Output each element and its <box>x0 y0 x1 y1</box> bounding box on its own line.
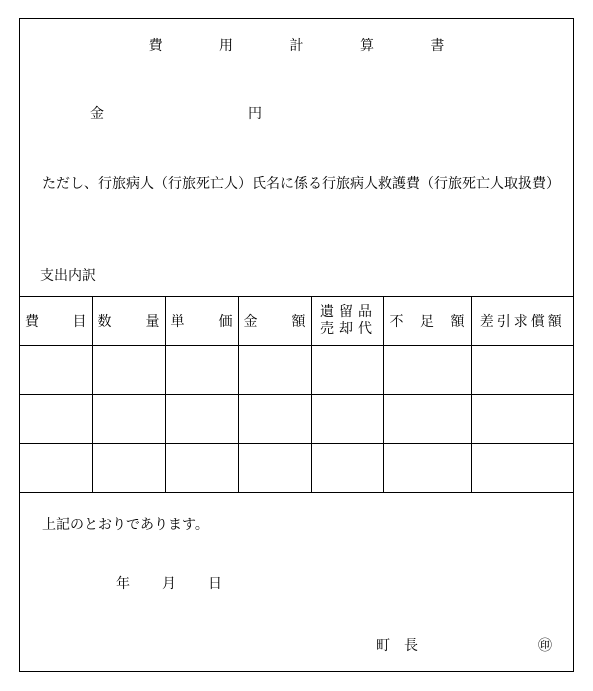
amount-label: 金 <box>90 106 104 122</box>
table-cell <box>92 346 165 395</box>
table-cell <box>165 444 238 493</box>
closing-statement: 上記のとおりであります。 <box>42 517 209 533</box>
table-cell <box>471 444 573 493</box>
table-cell <box>20 346 92 395</box>
date-month: 月 <box>162 576 176 592</box>
table-cell <box>383 395 471 444</box>
table-header-row <box>20 297 573 346</box>
date-line <box>116 573 222 593</box>
header-sashihiki: 差引求償額 <box>471 297 573 346</box>
table-cell <box>383 444 471 493</box>
date-year: 年 <box>116 576 130 592</box>
table-cell <box>471 346 573 395</box>
header-suryo: 数 量 <box>92 297 165 346</box>
expense-table <box>20 296 573 493</box>
breakdown-label: 支出内訳 <box>40 268 96 284</box>
table-cell <box>471 395 573 444</box>
table-cell <box>165 395 238 444</box>
signer-title: 町 長 <box>376 638 418 654</box>
table-cell <box>383 346 471 395</box>
table-cell <box>311 395 383 444</box>
table-cell <box>238 346 311 395</box>
table-cell <box>311 346 383 395</box>
purpose-note: ただし、行旅病人（行旅死亡人）氏名に係る行旅病人救護費（行旅死亡人取扱費） <box>42 176 560 192</box>
table-row <box>20 346 573 395</box>
header-fusokugaku: 不 足 額 <box>383 297 471 346</box>
seal-mark: ㊞ <box>538 638 552 654</box>
table-cell <box>92 444 165 493</box>
table-row <box>20 444 573 493</box>
table-cell <box>20 395 92 444</box>
amount-unit: 円 <box>248 106 262 122</box>
table-cell <box>238 395 311 444</box>
form-frame <box>19 18 574 672</box>
header-iryuhin: 遺留品 売却代 <box>311 297 383 346</box>
table-row <box>20 395 573 444</box>
table-cell <box>92 395 165 444</box>
header-tanka: 単 価 <box>165 297 238 346</box>
header-kingaku: 金 額 <box>238 297 311 346</box>
table-cell <box>238 444 311 493</box>
table-cell <box>311 444 383 493</box>
document-title: 費 用 計 算 書 <box>148 38 471 54</box>
table-cell <box>165 346 238 395</box>
header-himoku: 費 目 <box>20 297 92 346</box>
table-cell <box>20 444 92 493</box>
date-day: 日 <box>208 576 222 592</box>
